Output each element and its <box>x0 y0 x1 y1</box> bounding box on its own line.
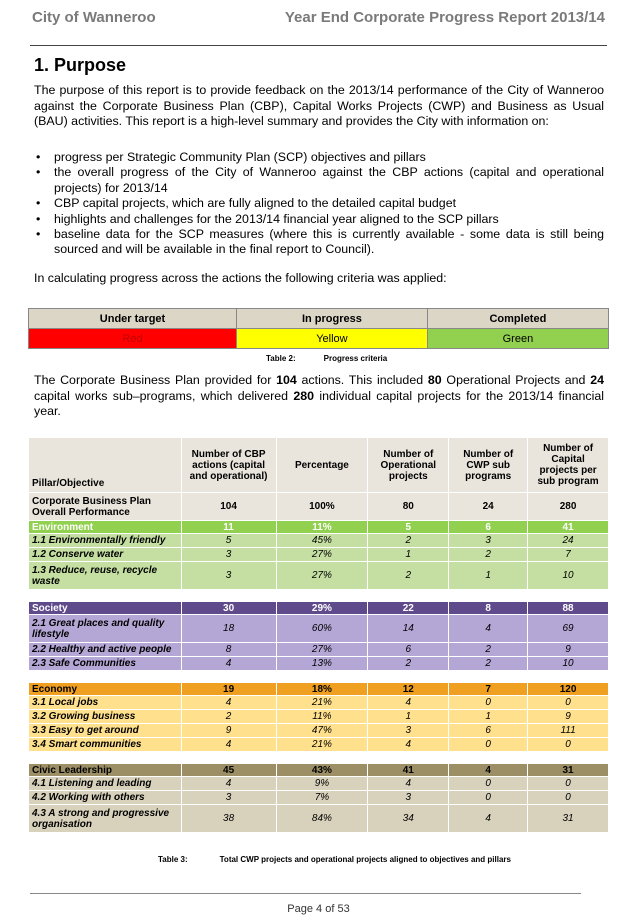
table-row: 4.2 Working with others 3 7% 3 0 0 <box>29 791 609 805</box>
table-header-row <box>29 438 609 493</box>
purpose-bullet-list <box>34 150 604 258</box>
col-header-operational: Number of Operational projects <box>368 438 449 493</box>
col-header-percentage: Percentage <box>276 438 368 493</box>
table-row: 4.1 Listening and leading 4 9% 4 0 0 <box>29 777 609 791</box>
criteria-intro: In calculating progress across the actions the following criteria was applied: <box>34 271 447 285</box>
table-spacer <box>29 671 609 683</box>
table-spacer <box>29 752 609 764</box>
criteria-header-in-progress: In progress <box>237 309 428 329</box>
table-row: 2.2 Healthy and active people 8 27% 6 2 9 <box>29 643 609 657</box>
pillar-objective-table <box>28 437 609 833</box>
table-row: 4.3 A strong and progressive organisation 38 84% 34 4 31 <box>29 805 609 833</box>
table-row: 3.3 Easy to get around 9 47% 3 6 111 <box>29 724 609 738</box>
col-header-capital-projects: Number of Capital projects per sub program <box>528 438 609 493</box>
criteria-yellow-cell: Yellow <box>237 329 428 349</box>
criteria-header-under-target: Under target <box>29 309 237 329</box>
header-organisation: City of Wanneroo <box>32 9 156 26</box>
table-row: 2.1 Great places and quality lifestyle 18 60% 14 4 69 <box>29 615 609 643</box>
progress-criteria-table <box>28 308 609 349</box>
page-number: Page 4 of 53 <box>287 903 350 915</box>
list-item: • CBP capital projects, which are fully aligned to the detailed capital budget <box>36 196 457 211</box>
section-title: 1. Purpose <box>34 55 127 75</box>
table-row: 2.3 Safe Communities 4 13% 2 2 10 <box>29 657 609 671</box>
criteria-red-cell: Red <box>29 329 237 349</box>
pillar-row-economy: Economy 19 18% 12 7 120 <box>29 683 609 696</box>
list-item: • progress per Strategic Community Plan (SCP) objectives and pillars <box>36 150 426 164</box>
criteria-green-cell: Green <box>427 329 608 349</box>
col-header-pillar: Pillar/Objective <box>29 438 182 493</box>
header-report-title: Year End Corporate Progress Report 2013/14 <box>284 9 605 26</box>
table2-caption: Table 2: Progress criteria <box>266 354 388 363</box>
list-item: • highlights and challenges for the 2013/14 financial year aligned to the SCP pillars <box>36 211 499 226</box>
summary-paragraph: The Corporate Business Plan provided for 104 actions. This included 80 Operational Projects and 24 capital works sub–programs, which delivered 280 individual capital projects for the 2013/14 financial year. <box>34 373 605 419</box>
table-row: 1.1 Environmentally friendly 5 45% 2 3 24 <box>29 534 609 548</box>
footer-divider <box>30 893 581 894</box>
col-header-cbp-actions: Number of CBP actions (capital and operational) <box>181 438 276 493</box>
pillar-row-civic-leadership: Civic Leadership 45 43% 41 4 31 <box>29 764 609 777</box>
criteria-header-completed: Completed <box>427 309 608 329</box>
table-row-overall: Corporate Business Plan Overall Performance 104 100% 80 24 280 <box>29 493 609 521</box>
table-row: 3.4 Smart communities 4 21% 4 0 0 <box>29 738 609 752</box>
pillar-row-society: Society 30 29% 22 8 88 <box>29 602 609 615</box>
table-row: 3.1 Local jobs 4 21% 4 0 0 <box>29 696 609 710</box>
pillar-row-environment: Environment 11 11% 5 6 41 <box>29 521 609 534</box>
table-row: 1.2 Conserve water 3 27% 1 2 7 <box>29 548 609 562</box>
intro-paragraph: The purpose of this report is to provide feedback on the 2013/14 performance of the City of Wanneroo against the Corporate Business Plan (CBP), Capital Works Projects (CWP) and Business as Usual (BAU) activities. This report is a high-level summary and provides the City with information on: <box>34 83 604 129</box>
col-header-cwp-sub: Number of CWP sub programs <box>449 438 528 493</box>
table-row: 1.3 Reduce, reuse, recycle waste 3 27% 2 1 10 <box>29 562 609 590</box>
table-row: 3.2 Growing business 2 11% 1 1 9 <box>29 710 609 724</box>
table3-caption: Table 3: Total CWP projects and operational projects aligned to objectives and pillars <box>158 855 511 864</box>
header-divider <box>30 45 607 46</box>
list-item: • baseline data for the SCP measures (where this is currently available - some data is still being sourced and will be available in the final report to Council). <box>36 227 604 257</box>
list-item: • the overall progress of the City of Wanneroo against the CBP actions (capital and operational projects) for 2013/14 <box>36 165 604 195</box>
table-spacer <box>29 590 609 602</box>
